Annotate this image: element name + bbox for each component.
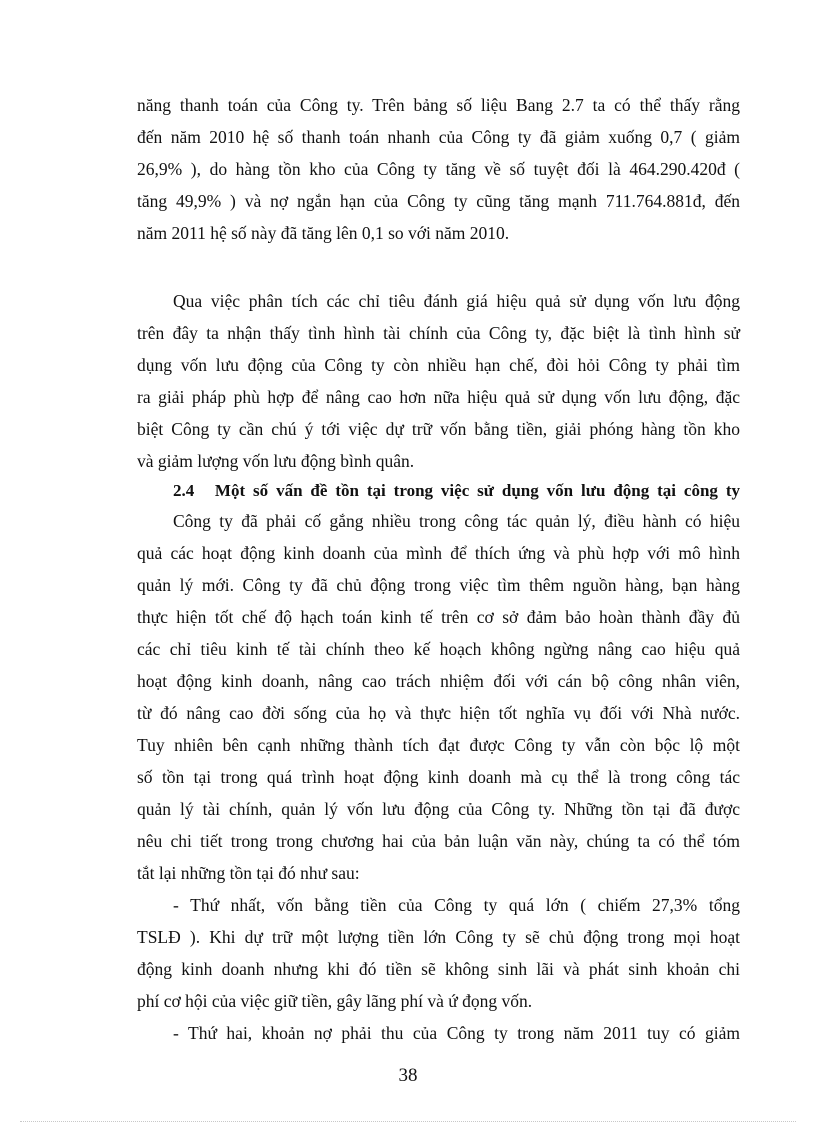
text-line: TSLĐ ). Khi dự trữ một lượng tiền lớn Công ty sẽ chủ động trong mọi hoạt <box>137 927 740 947</box>
text-line: 26,9% ), do hàng tồn kho của Công ty tăng về số tuyệt đối là 464.290.420đ ( <box>137 159 740 179</box>
page-number: 38 <box>398 1065 418 1086</box>
page-bottom-rule <box>20 1121 796 1122</box>
text-line: biệt Công ty cần chú ý tới việc dự trữ vốn bằng tiền, giải phóng hàng tồn kho <box>137 419 740 439</box>
text-line: số tồn tại trong quá trình hoạt động kinh doanh mà cụ thể là trong công tác <box>137 767 740 787</box>
text-line: động kinh doanh nhưng khi đó tiền sẽ không sinh lãi và phát sinh khoản chi <box>137 959 740 979</box>
text-line: năng thanh toán của Công ty. Trên bảng số liệu Bang 2.7 ta có thể thấy rằng <box>137 95 740 115</box>
text-line: từ đó nâng cao đời sống của họ và thực hiện tốt nghĩa vụ đối với Nhà nước. <box>137 703 740 723</box>
text-line: năm 2011 hệ số này đã tăng lên 0,1 so với năm 2010. <box>137 223 510 243</box>
text-line: ra giải pháp phù hợp để nâng cao hơn nữa hiệu quả sử dụng vốn lưu động, đặc <box>137 387 740 407</box>
section-title: Một số vấn đề tồn tại trong việc sử dụng vốn lưu động tại công ty <box>214 481 741 500</box>
text-line: và giảm lượng vốn lưu động bình quân. <box>137 451 415 471</box>
text-line: Tuy nhiên bên cạnh những thành tích đạt được Công ty vẫn còn bộc lộ một <box>137 735 740 755</box>
text-line: tăng 49,9% ) và nợ ngắn hạn của Công ty cũng tăng mạnh 711.764.881đ, đến <box>137 191 740 211</box>
text-line: - Thứ nhất, vốn bằng tiền của Công ty quá lớn ( chiếm 27,3% tổng <box>173 895 740 915</box>
text-line: tắt lại những tồn tại đó như sau: <box>137 863 360 883</box>
text-line: Qua việc phân tích các chỉ tiêu đánh giá hiệu quả sử dụng vốn lưu động <box>173 291 740 311</box>
text-line: quả các hoạt động kinh doanh của mình để thích ứng và phù hợp với mô hình <box>137 543 740 563</box>
text-line: Công ty đã phải cố gắng nhiều trong công tác quản lý, điều hành có hiệu <box>173 511 740 531</box>
text-line: - Thứ hai, khoản nợ phải thu của Công ty trong năm 2011 tuy có giảm <box>173 1023 740 1043</box>
text-line: quản lý tài chính, quản lý vốn lưu động của Công ty. Những tồn tại đã được <box>137 799 740 819</box>
section-number: 2.4 <box>173 481 195 500</box>
section-heading <box>173 480 740 502</box>
text-line: trên đây ta nhận thấy tình hình tài chính của Công ty, đặc biệt là tình hình sử <box>137 323 740 343</box>
text-line: phí cơ hội của việc giữ tiền, gây lãng phí và ứ đọng vốn. <box>137 991 533 1011</box>
text-line: đến năm 2010 hệ số thanh toán nhanh của Công ty đã giảm xuống 0,7 ( giảm <box>137 127 740 147</box>
text-line: nêu chi tiết trong trong chương hai của bản luận văn này, chúng ta có thể tóm <box>137 831 740 851</box>
text-line: dụng vốn lưu động của Công ty còn nhiều hạn chế, đòi hỏi Công ty phải tìm <box>137 355 740 375</box>
text-line: hoạt động kinh doanh, nâng cao trách nhiệm đối với cán bộ công nhân viên, <box>137 671 740 691</box>
text-line: thực hiện tốt chế độ hạch toán kinh tế trên cơ sở đảm bảo hoàn thành đầy đủ <box>137 607 740 627</box>
text-line: quản lý mới. Công ty đã chủ động trong việc tìm thêm nguồn hàng, bạn hàng <box>137 575 740 595</box>
text-line: các chỉ tiêu kinh tế tài chính theo kế hoạch không ngừng nâng cao hiệu quả <box>137 639 740 659</box>
